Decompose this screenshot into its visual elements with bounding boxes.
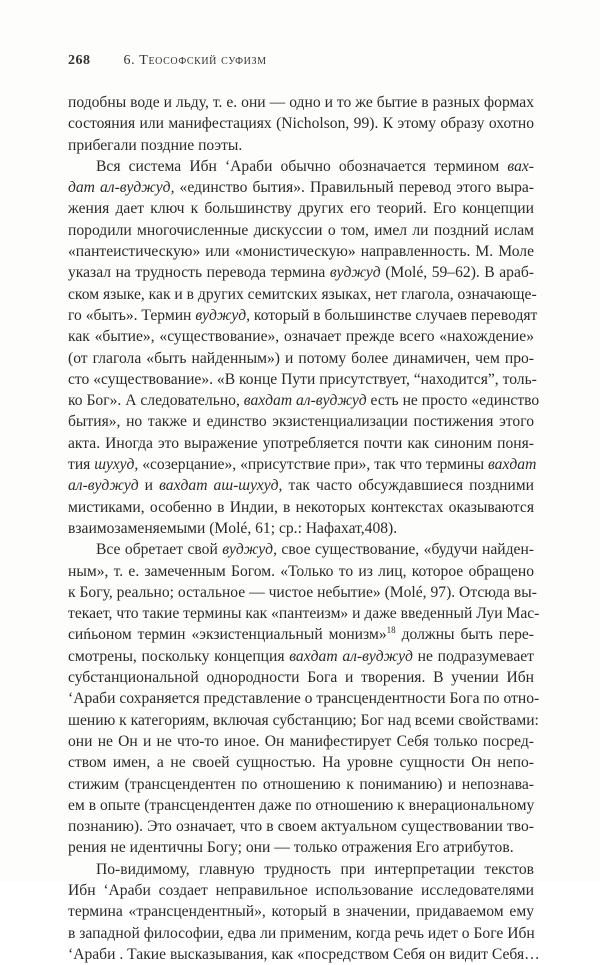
paragraph bbox=[68, 92, 534, 156]
text-run: и bbox=[138, 477, 160, 495]
text-run: жения дает ключ к большинству других его теорий. Его концепции bbox=[68, 200, 534, 218]
text-line bbox=[68, 859, 534, 880]
page-number: 268 bbox=[68, 53, 91, 68]
text-run: Вся система Ибн ‘Араби обычно обозначается термином bbox=[96, 157, 508, 175]
text-run: рения не идентичны Богу; они — только отражения Его атрибутов. bbox=[68, 839, 514, 857]
text-line bbox=[68, 92, 534, 113]
chapter-title: 6. Теософский суфизм bbox=[123, 53, 267, 68]
text-run: акта. Иногда это выражение употребляется почти как синоним поня- bbox=[68, 434, 534, 452]
italic-term: вахдат ал-вуджуд bbox=[289, 647, 413, 665]
text-line bbox=[68, 177, 534, 198]
text-run: тия bbox=[68, 456, 95, 474]
text-run: ем в опыте (трансцендентен даже по отношению к внерациональному bbox=[68, 796, 535, 814]
text-run: ском языке, как и в других семитских языках, нет глагола, означающе- bbox=[68, 285, 537, 303]
text-run: ‘Араби . Такие высказывания, как «посредством Себя он видит Себя… bbox=[68, 945, 540, 963]
text-line bbox=[68, 497, 534, 518]
text-run: взаимозаменяемыми (Molé, 61; ср.: Нафахат,408). bbox=[68, 519, 398, 537]
text-line bbox=[68, 411, 534, 432]
text-line bbox=[68, 646, 534, 667]
text-line bbox=[68, 454, 537, 475]
text-run: свое существование, «будучи найден- bbox=[276, 541, 534, 559]
text-line bbox=[68, 305, 538, 326]
text-run: есть не просто «единство bbox=[366, 392, 540, 410]
body-text bbox=[68, 92, 540, 965]
italic-term: ал-вуджуд bbox=[68, 477, 139, 495]
text-line bbox=[68, 198, 534, 219]
italic-term: вахдат bbox=[488, 456, 537, 474]
text-line bbox=[68, 667, 534, 688]
text-run: ством имен, а не своей сущностью. На уровне сущности Он непо- bbox=[68, 754, 534, 772]
italic-term: вахдат ал-вуджуд bbox=[243, 392, 367, 410]
text-run: стижим (трансцендентен по отношению к пониманию) и непознава- bbox=[68, 775, 534, 793]
paragraph bbox=[68, 539, 540, 858]
italic-term: вуджуд bbox=[329, 264, 381, 282]
text-line bbox=[68, 390, 540, 411]
text-line bbox=[68, 603, 540, 624]
text-run: (от глагола «быть найденным») и потому более динамичен, чем про- bbox=[68, 349, 534, 367]
italic-term: дат ал-вуджуд, bbox=[68, 179, 175, 197]
text-line bbox=[68, 901, 534, 922]
text-run: ко Бог». А следовательно, bbox=[68, 392, 244, 410]
text-line bbox=[68, 433, 534, 454]
paragraph bbox=[68, 859, 540, 965]
text-line bbox=[68, 135, 534, 156]
text-run: «единство бытия». Правильный перевод этого выра- bbox=[174, 179, 534, 197]
text-run: подобны воде и льду, т. е. они — одно и то же бытие в разных формах bbox=[68, 94, 534, 111]
text-line bbox=[68, 731, 534, 752]
text-run: шению к категориям, включая субстанцию; Бог над всеми свойствами: bbox=[68, 711, 539, 729]
text-line bbox=[68, 220, 534, 241]
text-run: бытия», но также и единство экзистенциализации постижения этого bbox=[68, 413, 534, 431]
text-run: указал на трудность перевода термина bbox=[68, 264, 330, 282]
text-line bbox=[68, 944, 540, 965]
text-run: к Богу, реально; остальное — чистое небытие» (Molé, 97). Отсюда вы- bbox=[68, 583, 537, 601]
text-run: «созерцание», «присутствие при», так что термины bbox=[138, 456, 488, 474]
text-run: который в большинстве случаев переводят bbox=[250, 306, 538, 324]
text-run: мистиками, особенно в Индии, в некоторых контекстах оказываются bbox=[68, 498, 534, 516]
text-run: познанию). Это означает, что в своем актуальном существовании тво- bbox=[68, 818, 534, 836]
text-line bbox=[68, 369, 537, 390]
text-line bbox=[68, 518, 534, 539]
text-line bbox=[68, 561, 534, 582]
text-line bbox=[68, 348, 534, 369]
text-line bbox=[68, 539, 534, 560]
text-line bbox=[68, 837, 534, 858]
text-run: в западной философии, едва ли применим, когда речь идет о Боге Ибн bbox=[68, 924, 535, 942]
text-run: должны быть пере- bbox=[395, 626, 534, 644]
text-run: го «быть». Термин bbox=[68, 306, 196, 324]
text-line bbox=[68, 752, 534, 773]
text-run: текает, что такие термины как «пантеизм» и даже введенный Луи Мас- bbox=[68, 605, 540, 623]
text-run: состояния или манифестациях (Nicholson, 99). К этому образу охотно bbox=[68, 115, 534, 133]
italic-term: вуджуд, bbox=[222, 541, 277, 559]
text-run: прибегали поздние поэты. bbox=[68, 136, 243, 154]
text-line bbox=[68, 880, 534, 901]
text-run: так часто обсуждавшиеся поздними bbox=[282, 477, 534, 495]
running-head bbox=[68, 50, 267, 72]
text-run: термина «трансцендентный», который в значении, придаваемом ему bbox=[68, 903, 534, 921]
text-line bbox=[68, 326, 534, 347]
italic-term: вуджуд, bbox=[195, 306, 251, 324]
text-run: По-видимому, главную трудность при интерпретации текстов bbox=[96, 860, 534, 878]
text-line bbox=[68, 923, 534, 944]
text-run: «пантеистическую» или «монистическую» направленность. М. Моле bbox=[68, 243, 534, 261]
text-run: ным», т. е. замеченным Богом. «Только то из лиц, которое обращено bbox=[68, 562, 534, 580]
italic-term: вах- bbox=[507, 157, 534, 175]
text-line bbox=[68, 795, 534, 816]
text-run: сто «существование». «В конце Пути присутствует, “находится”, толь- bbox=[68, 370, 537, 388]
text-line bbox=[68, 241, 534, 262]
text-run: ‘Араби сохраняется представление о трансцендентности Бога по отно- bbox=[68, 690, 540, 708]
text-run: Ибн ‘Араби создает неправильное использование исследователями bbox=[68, 881, 534, 899]
text-line bbox=[68, 774, 534, 795]
text-run: как «бытие», «существование», означает прежде всего «нахождение» bbox=[68, 328, 534, 346]
text-run: смотрены, поскольку концепция bbox=[68, 647, 290, 665]
text-line bbox=[68, 284, 537, 305]
text-run: они не Он и не что-то иное. Он манифестирует Себя только посред- bbox=[68, 732, 534, 750]
italic-term: шухуд, bbox=[94, 456, 139, 474]
text-run: не подразумевает bbox=[412, 647, 534, 665]
text-line bbox=[68, 475, 534, 496]
text-line bbox=[68, 816, 534, 837]
text-run: сиńьоном термин «экзистенциальный монизм» bbox=[68, 626, 387, 644]
text-run: породили многочисленные дискуссии о том, имел ли поздний ислам bbox=[68, 221, 534, 239]
footnote-marker: 18 bbox=[386, 625, 396, 636]
text-line bbox=[68, 113, 534, 134]
text-line bbox=[68, 624, 534, 645]
text-run: (Molé, 59–62). В араб- bbox=[380, 264, 534, 282]
paragraph bbox=[68, 156, 540, 539]
text-run: Все обретает свой bbox=[96, 541, 223, 559]
text-line bbox=[68, 710, 539, 731]
text-line bbox=[68, 688, 540, 709]
text-line bbox=[68, 262, 534, 283]
text-line bbox=[68, 582, 537, 603]
text-line bbox=[68, 156, 534, 177]
italic-term: вахдат аш-шухуд, bbox=[159, 477, 283, 495]
text-run: субстанциональной однородности Бога и творения. В учении Ибн bbox=[68, 669, 534, 687]
